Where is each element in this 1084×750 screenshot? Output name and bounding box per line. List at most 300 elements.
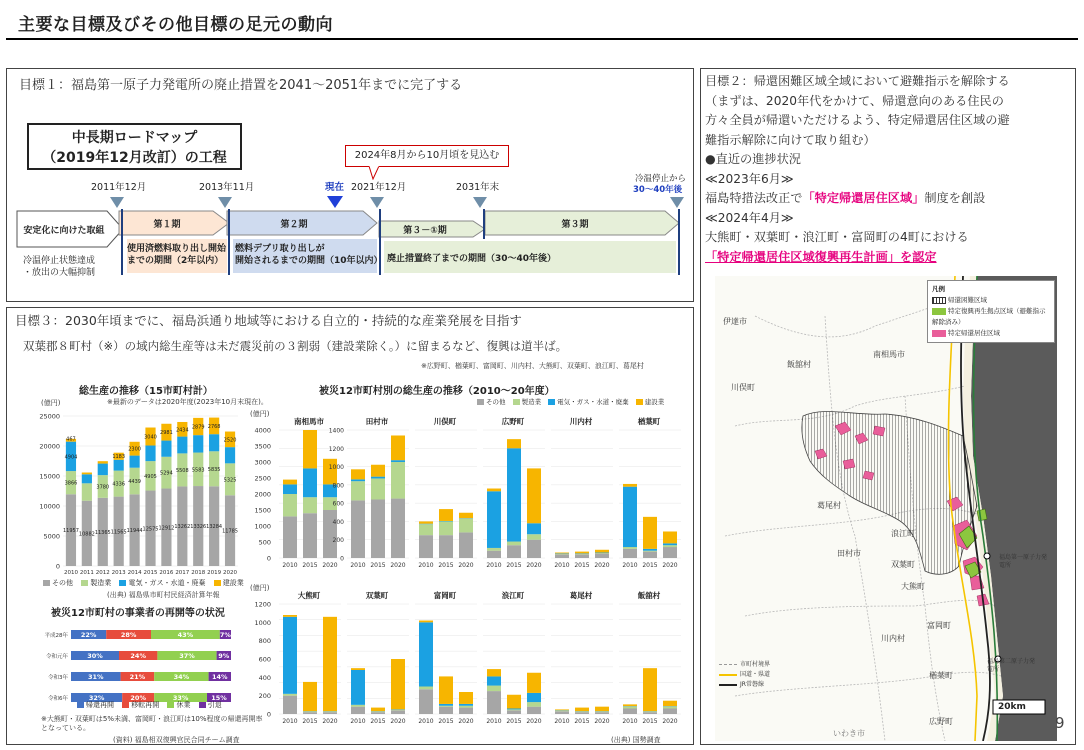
chart2-xtick: 2015 bbox=[302, 718, 318, 725]
goal2-line4: 難指示解除に向けて取り組む） bbox=[705, 132, 876, 147]
chart1-ytick: 10000 bbox=[39, 502, 60, 511]
milestone-end-marker bbox=[670, 197, 684, 208]
chart3-data-label: 34% bbox=[173, 673, 190, 681]
map-legend-title: 凡例 bbox=[932, 285, 945, 293]
chart2-bar bbox=[283, 615, 297, 617]
chart1-bar bbox=[114, 460, 124, 471]
chart1-source: (出典) 福島県市町村民経済計算年報 bbox=[107, 591, 220, 599]
chart2-bar bbox=[351, 668, 365, 670]
year-2021: 2021年12月 bbox=[351, 182, 407, 193]
chart2-xtick: 2010 bbox=[350, 718, 366, 725]
chart2-bar bbox=[391, 435, 405, 460]
chart2-xtick: 2020 bbox=[594, 718, 610, 725]
place-katsurao: 葛尾村 bbox=[817, 501, 841, 510]
rail-label: JR常磐線 bbox=[740, 681, 764, 688]
chart2-xtick: 2015 bbox=[438, 562, 454, 569]
chart2-panel-title: 南相馬市 bbox=[294, 417, 324, 426]
chart2-bar bbox=[371, 499, 385, 558]
callout-pointer bbox=[367, 166, 387, 180]
chart2-bar bbox=[575, 552, 589, 554]
phase2-desc1: 燃料デブリ取り出しが bbox=[235, 244, 325, 254]
chart2-xtick: 2010 bbox=[350, 562, 366, 569]
chart3-note2: となっている。 bbox=[41, 724, 90, 732]
legend-mfg-swatch bbox=[81, 580, 88, 586]
legend-other: その他 bbox=[52, 579, 73, 587]
phase1-desc2: までの期間（2年以内） bbox=[127, 256, 224, 266]
milestone-2011-marker bbox=[110, 197, 124, 208]
goal2-line1: 目標２：帰還困難区域全域において避難指示を解除する bbox=[705, 74, 1010, 88]
chart2-legend bbox=[477, 397, 664, 406]
chart2-xtick: 2010 bbox=[418, 718, 434, 725]
chart2-bar bbox=[371, 477, 385, 479]
chart1-data-label: 2879 bbox=[191, 424, 205, 431]
legend-util: 電気・ガス・水道・廃棄 bbox=[128, 579, 206, 587]
legend2-const: 建設業 bbox=[644, 398, 665, 406]
chart3-data-label: 43% bbox=[177, 631, 194, 639]
chart2-bar bbox=[595, 707, 609, 712]
chart2-bar bbox=[623, 704, 637, 706]
roadmap-title-box bbox=[27, 123, 242, 170]
chart2-xtick: 2015 bbox=[574, 562, 590, 569]
chart2-bar bbox=[439, 509, 453, 521]
chart2-bar bbox=[419, 622, 433, 686]
legend-retire-swatch bbox=[199, 702, 206, 708]
chart1-data-label: 11365 bbox=[94, 529, 111, 536]
chart2-ytick: 3500 bbox=[254, 442, 271, 451]
chart1-bar bbox=[82, 483, 92, 500]
chart2-bar bbox=[439, 676, 453, 704]
chart1-xtick: 2017 bbox=[175, 570, 190, 576]
chart2-bar bbox=[351, 705, 365, 707]
legend2-other: その他 bbox=[486, 398, 506, 406]
chart1-ytick: 5000 bbox=[43, 532, 60, 541]
legend-mfg: 製造業 bbox=[90, 579, 112, 587]
chart2-bar bbox=[371, 712, 385, 714]
chart2-bar bbox=[323, 712, 337, 714]
chart2-bar bbox=[663, 547, 677, 558]
phase1-desc1: 使用済燃料取り出し開始 bbox=[127, 244, 227, 254]
chart2-xtick: 2010 bbox=[554, 718, 570, 725]
place-okuma: 大熊町 bbox=[901, 582, 925, 591]
chart2-ytick: 0 bbox=[266, 554, 271, 563]
place-kawauchi: 川内村 bbox=[881, 634, 905, 643]
year-2013: 2013年11月 bbox=[199, 182, 255, 193]
chart2-bar bbox=[351, 481, 365, 500]
chart2-panel-title: 富岡町 bbox=[433, 591, 457, 600]
chart1-data-label: 5325 bbox=[223, 477, 237, 484]
place-kawamata: 川俣町 bbox=[731, 383, 755, 392]
chart2-source: (出典) 国勢調査 bbox=[611, 736, 661, 744]
chart1-data-label: 2520 bbox=[223, 437, 237, 444]
phase2-desc bbox=[235, 243, 383, 267]
chart1-data-label: 2300 bbox=[128, 446, 141, 453]
chart2-bar bbox=[439, 535, 453, 558]
chart2-panel-title: 広野町 bbox=[501, 417, 525, 426]
place-naraha: 楢葉町 bbox=[929, 671, 953, 680]
chart1-xtick: 2020 bbox=[223, 570, 238, 576]
boundary-swatch bbox=[719, 664, 737, 665]
goal1-panel bbox=[6, 68, 694, 302]
chart1-xtick: 2012 bbox=[95, 570, 110, 576]
place-date: 伊達市 bbox=[723, 317, 747, 326]
chart2-ytick: 2500 bbox=[254, 474, 271, 483]
legend2-mfg: 製造業 bbox=[521, 398, 542, 406]
chart2-ytick: 4000 bbox=[254, 426, 271, 435]
goal2-event2-highlight: 「特定帰還居住区域復興再生計画」を認定 bbox=[705, 249, 937, 264]
chart2-bar bbox=[527, 540, 541, 558]
map-legend bbox=[927, 280, 1055, 343]
chart2-unit-top: (億円) bbox=[250, 410, 270, 418]
chart2-bar bbox=[391, 710, 405, 714]
chart1-bar bbox=[225, 447, 235, 463]
chart1-unit: (億円) bbox=[41, 399, 61, 407]
chart2-xtick: 2015 bbox=[302, 562, 318, 569]
chart2-bar bbox=[487, 676, 501, 685]
legend-util-swatch bbox=[119, 580, 126, 586]
legend2-const-swatch bbox=[636, 399, 643, 405]
chart2-xtick: 2020 bbox=[662, 562, 678, 569]
map-line-legend bbox=[719, 660, 770, 690]
chart2-xtick: 2020 bbox=[390, 562, 406, 569]
chart2-bar bbox=[595, 550, 609, 553]
chart3-category-label: 令和3年 bbox=[48, 675, 68, 681]
chart2-bar bbox=[391, 462, 405, 499]
phase3-desc: 廃止措置終了までの期間（30～40年後） bbox=[387, 254, 557, 264]
chart2-xtick: 2010 bbox=[282, 718, 298, 725]
chart2-xtick: 2020 bbox=[322, 562, 338, 569]
chart2-bar bbox=[507, 709, 521, 710]
chart2-xtick: 2010 bbox=[554, 562, 570, 569]
legend-return: 帰還再開 bbox=[86, 701, 114, 709]
chart2-bar bbox=[623, 484, 637, 487]
chart1-data-label: 467 bbox=[66, 436, 76, 443]
legend-relocate: 移転再開 bbox=[131, 701, 160, 709]
map-legend-item3 bbox=[932, 328, 1050, 339]
chart2-xtick: 2015 bbox=[642, 718, 658, 725]
chart2-bar bbox=[439, 706, 453, 707]
chart2-bar bbox=[487, 548, 501, 551]
chart2-bar bbox=[283, 694, 297, 696]
chart2-bar bbox=[527, 523, 541, 534]
chart2-xtick: 2020 bbox=[594, 562, 610, 569]
chart3-title: 被災12市町村の事業者の再開等の状況 bbox=[51, 608, 225, 619]
cold-shutdown-label: 冷温停止から bbox=[635, 174, 687, 184]
chart1-data-label: 11944 bbox=[126, 528, 143, 535]
chart2-bar bbox=[527, 702, 541, 707]
chart2-bar bbox=[507, 709, 521, 710]
chart2-bar bbox=[643, 668, 657, 711]
chart3-data-label: 30% bbox=[87, 652, 103, 660]
chart2-bar bbox=[487, 686, 501, 692]
chart2-xtick: 2020 bbox=[662, 718, 678, 725]
chart2-ytick: 2000 bbox=[254, 490, 271, 499]
chart2-bar bbox=[555, 553, 569, 554]
chart2-xtick: 2015 bbox=[506, 718, 522, 725]
goal3-panel bbox=[6, 307, 694, 745]
chart2-ytick: 1000 bbox=[254, 522, 271, 531]
chart1-bar bbox=[82, 473, 92, 475]
title-divider bbox=[6, 38, 1078, 40]
chart1-xtick: 2018 bbox=[191, 570, 206, 576]
legend-other-swatch bbox=[43, 580, 50, 586]
chart2-xtick: 2020 bbox=[458, 562, 474, 569]
chart2-ytick: 1400 bbox=[328, 427, 344, 435]
year-now: 現在 bbox=[325, 182, 345, 193]
map-legend-label2: 特定復興再生拠点区域（避難指示解除済み） bbox=[932, 307, 1046, 326]
legend2-mfg-swatch bbox=[513, 399, 520, 405]
place-futaba: 双葉町 bbox=[891, 560, 915, 569]
chart2-ytick: 1500 bbox=[254, 506, 271, 515]
chart3-category-label: 平成28年 bbox=[44, 633, 68, 639]
chart2-bar bbox=[487, 691, 501, 714]
chart1-total-production bbox=[33, 408, 241, 576]
legend-retire: 引退 bbox=[207, 701, 222, 709]
chart1-data-label: 11957 bbox=[63, 528, 79, 535]
chart2-bar bbox=[439, 707, 453, 714]
chart2-bar bbox=[643, 712, 657, 714]
chart3-note bbox=[41, 715, 263, 733]
map-legend-item1 bbox=[932, 295, 1050, 306]
place-minamisoma: 南相馬市 bbox=[873, 350, 905, 359]
chart3-note1: ※大熊町・双葉町は5%未満、富岡町・浪江町は10%程度の帰還再開率 bbox=[41, 715, 263, 723]
chart3-data-label: 22% bbox=[80, 631, 97, 639]
chart2-bar bbox=[439, 521, 453, 535]
chart2-bar bbox=[623, 707, 637, 709]
road-label: 国道・県道 bbox=[740, 671, 771, 678]
chart2-ytick: 500 bbox=[258, 538, 271, 547]
chart2-ytick: 1000 bbox=[328, 464, 344, 472]
chart2-xtick: 2015 bbox=[506, 562, 522, 569]
chart1-xtick: 2011 bbox=[79, 570, 94, 576]
chart2-bar bbox=[527, 673, 541, 693]
chart3-data-label: 7% bbox=[219, 631, 231, 639]
chart2-bar bbox=[303, 468, 317, 497]
chart2-bar bbox=[283, 696, 297, 714]
chart2-bar bbox=[507, 545, 521, 558]
chart1-bar bbox=[98, 461, 108, 463]
chart2-bar bbox=[283, 494, 297, 516]
map-legend-swatch1 bbox=[932, 297, 946, 304]
chart2-xtick: 2010 bbox=[622, 718, 638, 725]
chart3-data-label: 28% bbox=[120, 631, 137, 639]
map-legend-swatch3 bbox=[932, 330, 946, 337]
chart1-data-label: 10882 bbox=[78, 531, 95, 538]
chart1-ytick: 20000 bbox=[39, 442, 60, 451]
chart2-bar bbox=[419, 524, 433, 535]
chart2-bar bbox=[487, 491, 501, 548]
chart2-bar bbox=[555, 554, 569, 558]
chart2-xtick: 2015 bbox=[370, 562, 386, 569]
chart1-data-label: 5508 bbox=[175, 467, 189, 474]
phase1-desc bbox=[127, 243, 226, 267]
chart2-bar bbox=[283, 516, 297, 558]
chart1-data-label: 13326 bbox=[190, 524, 207, 531]
chart2-xtick: 2015 bbox=[642, 562, 658, 569]
now-marker bbox=[327, 196, 343, 208]
roadmap-title-line1: 中長期ロードマップ bbox=[71, 130, 198, 146]
goal2-line2: （まずは、2020年代をかけて、帰還意向のある住民の bbox=[705, 93, 1004, 108]
chart3-data-label: 14% bbox=[212, 673, 228, 681]
chart2-bar bbox=[351, 479, 365, 481]
map-scale: 20km bbox=[998, 702, 1026, 712]
chart2-bar bbox=[623, 547, 637, 549]
chart2-ytick: 200 bbox=[332, 537, 344, 545]
chart2-bar bbox=[323, 459, 337, 485]
chart2-bar bbox=[663, 707, 677, 709]
chart3-data-label: 33% bbox=[172, 694, 189, 702]
chart2-bar bbox=[283, 617, 297, 694]
chart3-data-label: 24% bbox=[130, 652, 146, 660]
chart1-note: ※最新のデータは2020年度(2023年10月末現在)。 bbox=[107, 398, 268, 406]
chart2-bar bbox=[283, 480, 297, 485]
chart2-bar bbox=[419, 535, 433, 558]
legend-const: 建設業 bbox=[222, 579, 244, 587]
legend2-util-swatch bbox=[548, 399, 555, 405]
chart1-bar bbox=[98, 464, 108, 476]
chart1-data-label: 4439 bbox=[128, 479, 141, 486]
stabilization-sub bbox=[23, 255, 95, 279]
chart2-bar bbox=[351, 469, 365, 479]
chart3-legend bbox=[77, 700, 222, 710]
page-title: 主要な目標及びその他目標の足元の動向 bbox=[18, 15, 333, 35]
chart2-bar bbox=[459, 692, 473, 704]
chart2-panel-title: 田村市 bbox=[365, 417, 389, 426]
chart2-bar bbox=[663, 709, 677, 715]
chart1-bar bbox=[145, 446, 155, 462]
chart1-ytick: 15000 bbox=[39, 472, 60, 481]
chart1-data-label: 5583 bbox=[191, 467, 205, 474]
chart2-bar bbox=[391, 460, 405, 462]
chart2-xtick: 2010 bbox=[418, 562, 434, 569]
year-2031: 2031年末 bbox=[456, 182, 500, 193]
boundary-label: 市町村境界 bbox=[740, 661, 771, 668]
chart2-ytick: 200 bbox=[258, 692, 271, 701]
chart2-bar bbox=[595, 553, 609, 558]
chart2-ytick: 1200 bbox=[254, 600, 271, 609]
chart2-bar bbox=[459, 706, 473, 708]
page-number: 9 bbox=[1055, 714, 1065, 732]
chart2-ytick: 800 bbox=[258, 637, 271, 646]
phase1-label: 第１期 bbox=[153, 219, 181, 230]
chart1-data-label: 11785 bbox=[222, 528, 238, 535]
chart2-panel-title: 葛尾村 bbox=[569, 591, 593, 600]
chart1-data-label: 4905 bbox=[144, 473, 157, 480]
chart3-source: (資料) 福島相双復興官民合同チーム調査 bbox=[113, 736, 240, 744]
callout-text: 2024年8月から10月頃を見込む bbox=[354, 150, 500, 161]
chart1-data-label: 3780 bbox=[96, 484, 110, 491]
chart2-bar bbox=[303, 513, 317, 558]
chart1-xtick: 2013 bbox=[111, 570, 126, 576]
chart1-data-label: 2434 bbox=[175, 427, 189, 434]
legend-return-swatch bbox=[77, 702, 84, 708]
chart1-legend bbox=[43, 578, 244, 588]
goal3-heading: 目標３：2030年頃までに、福島浜通り地域等における自立的・持続的な産業発展を目指す bbox=[15, 313, 522, 328]
chart2-unit-bottom: (億円) bbox=[250, 584, 270, 592]
goal2-line3: 方々全員が帰還いただけるよう、特定帰還居住区域の避 bbox=[705, 113, 1010, 127]
chart2-ytick: 0 bbox=[340, 555, 344, 563]
chart2-ytick: 1200 bbox=[328, 445, 344, 453]
chart1-data-label: 3866 bbox=[64, 480, 78, 487]
chart1-data-label: 13284 bbox=[206, 524, 223, 531]
chart2-bar bbox=[643, 552, 657, 558]
chart2-bar bbox=[575, 554, 589, 558]
chart2-bar bbox=[323, 617, 337, 711]
chart2-bar bbox=[555, 709, 569, 710]
chart2-bar bbox=[623, 709, 637, 715]
chart1-data-label: 5835 bbox=[207, 466, 221, 473]
line-legend-road bbox=[719, 670, 770, 680]
chart2-municipal-production bbox=[247, 408, 687, 733]
chart1-xtick: 2014 bbox=[127, 570, 142, 576]
legend-suspend: 休業 bbox=[176, 701, 191, 709]
chart2-bar bbox=[459, 708, 473, 714]
area-map bbox=[715, 276, 1057, 741]
phase3-1-label: 第３－①期 bbox=[403, 225, 447, 236]
goal2-event1 bbox=[705, 189, 1010, 209]
chart2-bar bbox=[351, 670, 365, 705]
legend2-other-swatch bbox=[477, 399, 484, 405]
chart2-xtick: 2020 bbox=[526, 562, 542, 569]
rail-swatch bbox=[719, 684, 737, 686]
chart2-bar bbox=[351, 500, 365, 558]
chart2-bar bbox=[459, 519, 473, 533]
chart2-bar bbox=[527, 534, 541, 539]
line-legend-rail bbox=[719, 680, 770, 690]
chart1-data-label: 3040 bbox=[144, 434, 157, 441]
event1-post: 制度を創設 bbox=[924, 191, 986, 205]
goal3-subheading: 双葉郡８町村（※）の域内総生産等は未だ震災前の３割弱（建設業除く。）に留まるなど、復興は道半ば。 bbox=[23, 339, 568, 353]
chart2-xtick: 2015 bbox=[438, 718, 454, 725]
place-tomioka: 富岡町 bbox=[927, 621, 951, 630]
chart2-xtick: 2010 bbox=[486, 562, 502, 569]
chart1-xtick: 2015 bbox=[143, 570, 158, 576]
event1-pre: 福島特措法改正で bbox=[705, 191, 803, 205]
legend-relocate-swatch bbox=[122, 702, 129, 708]
chart2-xtick: 2020 bbox=[458, 718, 474, 725]
map-legend-label1: 帰還困難区域 bbox=[948, 296, 987, 304]
chart3-data-label: 31% bbox=[88, 673, 104, 681]
chart2-bar bbox=[323, 510, 337, 558]
chart1-bar bbox=[209, 434, 219, 451]
chart3-data-label: 32% bbox=[88, 694, 105, 702]
place-plant2: 福島第二原子力発電所 bbox=[987, 658, 1036, 673]
chart3-reopen-status bbox=[37, 620, 247, 710]
chart2-bar bbox=[527, 468, 541, 523]
chart2-bar bbox=[643, 549, 657, 551]
milestone-2013-marker bbox=[218, 197, 232, 208]
chart2-bar bbox=[575, 712, 589, 714]
stabilization-sub1: 冷温停止状態達成 bbox=[23, 256, 96, 266]
chart2-bar bbox=[391, 499, 405, 558]
chart2-ytick: 400 bbox=[258, 673, 271, 682]
goal2-date1: ≪2023年6月≫ bbox=[705, 171, 794, 186]
map-legend-swatch2 bbox=[932, 308, 946, 315]
chart1-bar bbox=[177, 437, 187, 454]
chart2-bar bbox=[371, 478, 385, 499]
chart2-bar bbox=[303, 712, 317, 714]
chart2-bar bbox=[643, 551, 657, 552]
cold-shutdown-years: 30～40年後 bbox=[633, 185, 683, 195]
chart2-panel-title: 浪江町 bbox=[501, 591, 525, 600]
chart2-panel-title: 川俣町 bbox=[433, 417, 457, 426]
phase2-desc2: 開始されるまでの期間（10年以内） bbox=[235, 256, 383, 266]
place-namie: 浪江町 bbox=[891, 529, 915, 538]
chart3-category-label: 令和6年 bbox=[48, 696, 68, 702]
chart2-xtick: 2010 bbox=[622, 562, 638, 569]
chart2-bar bbox=[283, 484, 297, 494]
chart2-bar bbox=[419, 521, 433, 523]
chart3-category-label: 令和元年 bbox=[45, 654, 68, 660]
